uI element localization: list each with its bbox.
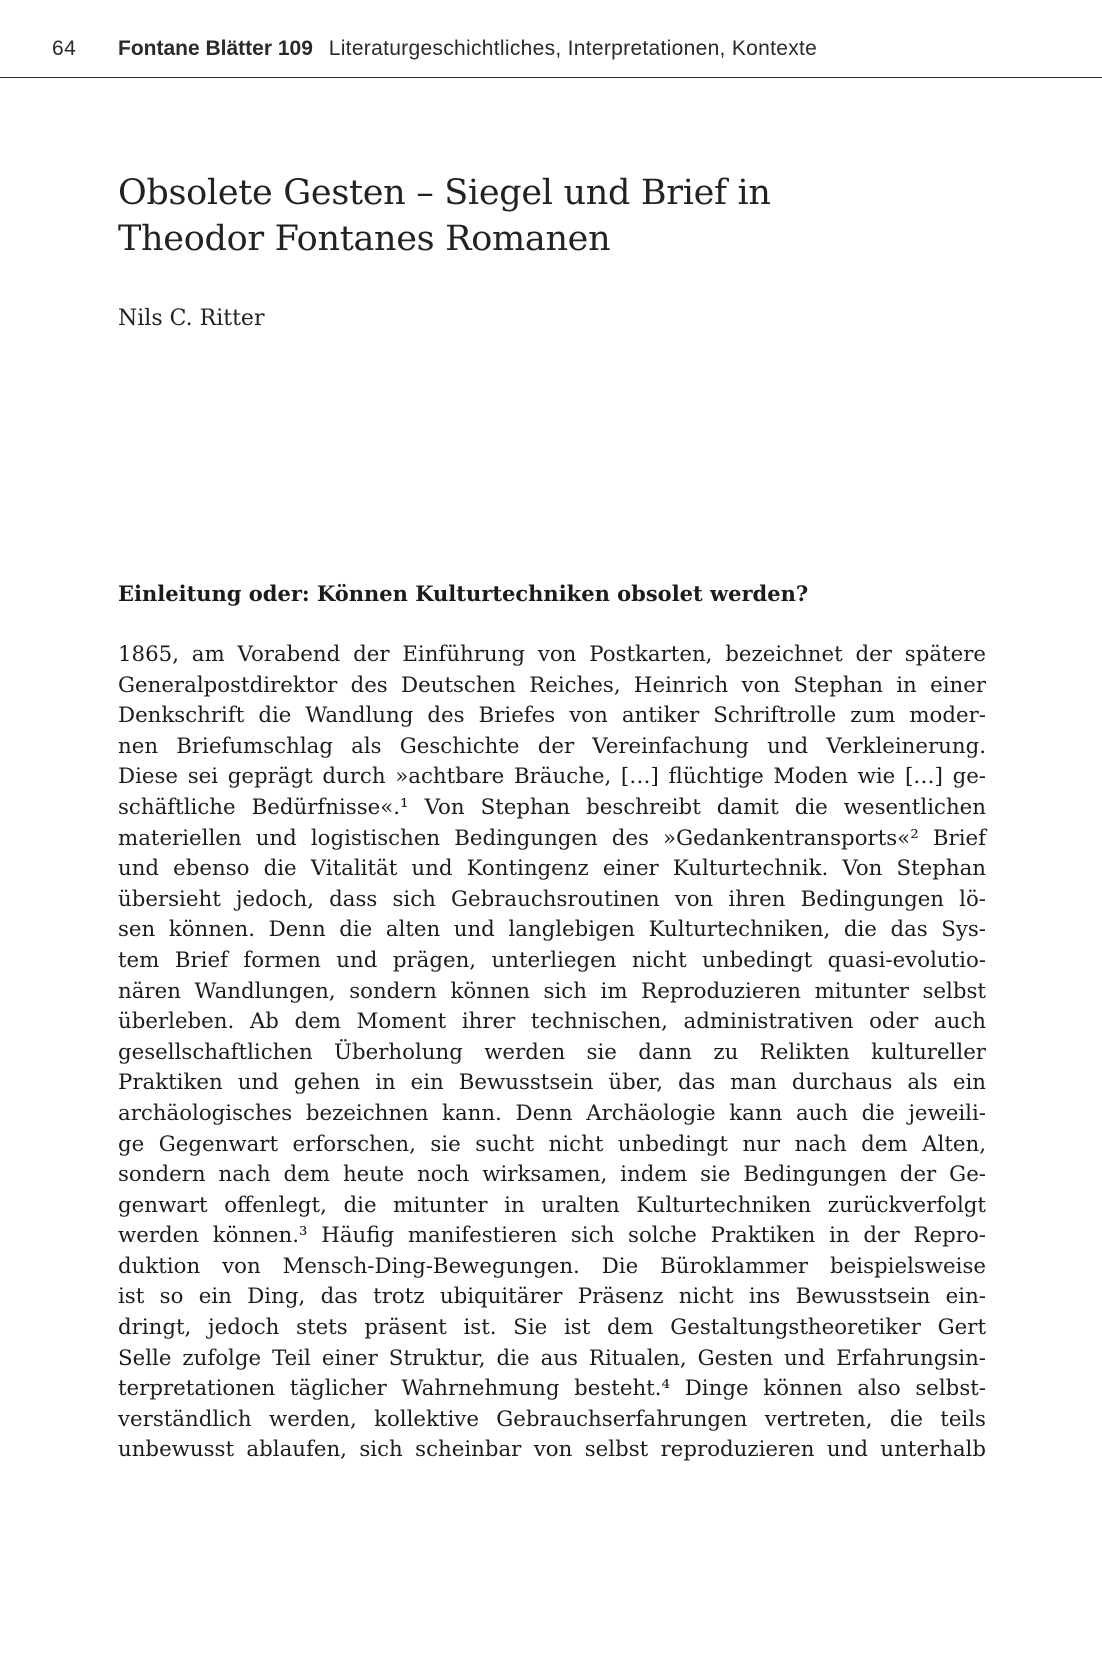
body-line: sen können. Denn die alten und langlebigen Kulturtechniken, die das Sys-	[118, 917, 986, 943]
body-line: ge Gegenwart erforschen, sie sucht nicht unbedingt nur nach dem Alten,	[118, 1131, 986, 1157]
article-title-line-1: Obsolete Gesten – Siegel und Brief in	[118, 173, 771, 213]
body-line: terpretationen täglicher Wahrnehmung besteht.⁴ Dinge können also selbst-	[118, 1376, 986, 1402]
page-number: 64	[52, 37, 77, 60]
body-line: genwart offenlegt, die mitunter in uralten Kulturtechniken zurückverfolgt	[118, 1192, 986, 1218]
running-head	[0, 0, 1102, 78]
body-line: archäologisches bezeichnen kann. Denn Archäologie kann auch die jeweili-	[118, 1100, 986, 1126]
body-line: ist so ein Ding, das trotz ubiquitärer Präsenz nicht ins Bewusstsein ein-	[118, 1284, 986, 1310]
journal-line	[118, 37, 817, 61]
body-paragraph	[118, 640, 986, 1466]
body-line: übersieht jedoch, dass sich Gebrauchsroutinen von ihren Bedingungen lö-	[118, 886, 986, 912]
body-line: Selle zufolge Teil einer Struktur, die aus Ritualen, Gesten und Erfahrungsin-	[118, 1345, 986, 1371]
section-label: Literaturgeschichtliches, Interpretationen, Kontexte	[328, 37, 818, 60]
body-line: schäftliche Bedürfnisse«.¹ Von Stephan beschreibt damit die wesentlichen	[118, 794, 986, 820]
body-line: gesellschaftlichen Überholung werden sie dann zu Relikten kultureller	[118, 1039, 986, 1065]
body-line: unbewusst ablaufen, sich scheinbar von selbst reproduzieren und unterhalb	[118, 1437, 986, 1463]
body-line: nären Wandlungen, sondern können sich im Reproduzieren mitunter selbst	[118, 978, 986, 1004]
body-line: verständlich werden, kollektive Gebrauchserfahrungen vertreten, die teils	[118, 1406, 986, 1432]
body-line: dringt, jedoch stets präsent ist. Sie ist dem Gestaltungstheoretiker Gert	[118, 1315, 986, 1341]
body-line: Praktiken und gehen in ein Bewusstsein über, das man durchaus als ein	[118, 1070, 986, 1096]
section-heading: Einleitung oder: Können Kulturtechniken obsolet werden?	[118, 581, 809, 606]
body-line: 1865, am Vorabend der Einführung von Postkarten, bezeichnet der spätere	[118, 642, 986, 667]
body-line: Denkschrift die Wandlung des Briefes von antiker Schriftrolle zum moder-	[118, 703, 986, 729]
body-line: nen Briefumschlag als Geschichte der Vereinfachung und Verkleinerung.	[118, 733, 986, 759]
body-line: überleben. Ab dem Moment ihrer technischen, administrativen oder auch	[118, 1009, 986, 1035]
body-line: Diese sei geprägt durch »achtbare Bräuche, […] flüchtige Moden wie […] ge-	[118, 764, 986, 790]
article-title-line-2: Theodor Fontanes Romanen	[118, 219, 611, 259]
body-line: duktion von Mensch-Ding-Bewegungen. Die Büroklammer beispielsweise	[118, 1253, 986, 1279]
journal-title: Fontane Blätter 109	[118, 37, 313, 60]
body-line: sondern nach dem heute noch wirksamen, indem sie Bedingungen der Ge-	[118, 1162, 986, 1188]
body-line: tem Brief formen und prägen, unterliegen nicht unbedingt quasi-evolutio-	[118, 947, 986, 973]
article-title	[118, 170, 978, 262]
body-line: werden können.³ Häufig manifestieren sich solche Praktiken in der Repro-	[118, 1223, 986, 1249]
body-line: materiellen und logistischen Bedingungen des »Gedankentransports«² Brief	[118, 825, 986, 851]
body-line: Generalpostdirektor des Deutschen Reiches, Heinrich von Stephan in einer	[118, 672, 986, 698]
author-name: Nils C. Ritter	[118, 306, 265, 331]
body-line: und ebenso die Vitalität und Kontingenz einer Kulturtechnik. Von Stephan	[118, 856, 986, 882]
